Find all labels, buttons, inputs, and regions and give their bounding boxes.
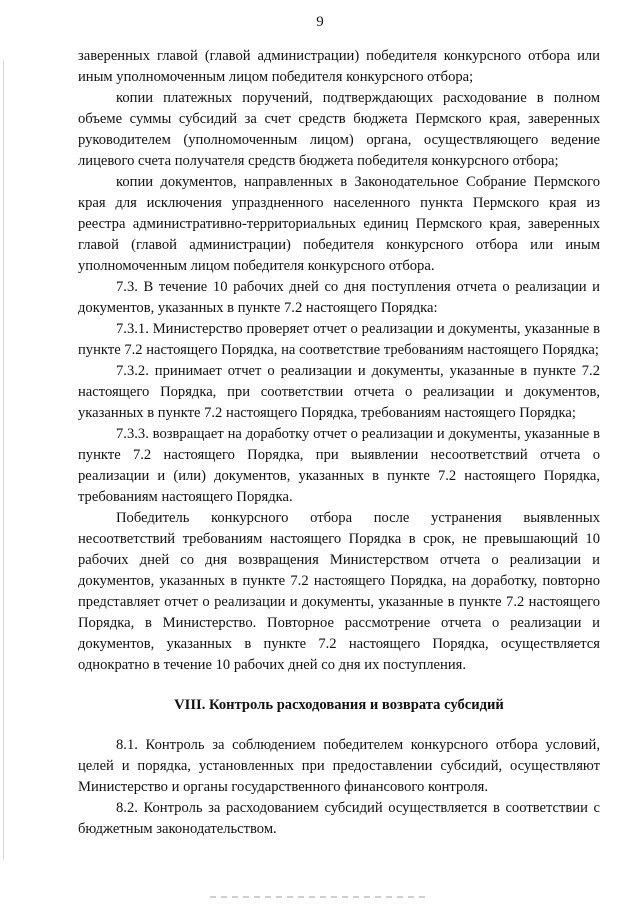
paragraph-7-3: 7.3. В течение 10 рабочих дней со дня поступления отчета о реализации и документов, указанных в пункте 7.2 настоящего Порядка: — [78, 279, 600, 316]
paragraph-8-2: 8.2. Контроль за расходованием субсидий осуществляется в соответствии с бюджетным законодательством. — [78, 800, 600, 837]
document-body — [78, 46, 600, 840]
paragraph-7-3-3: 7.3.3. возвращает на доработку отчет о реализации и документы, указанные в пункте 7.2 настоящего Порядка, при выявлении несоответствий отчета о реализации и (или) документов, указанных в пункте 7.2 настоящего Порядка, требованиям настоящего Порядка. — [78, 426, 600, 505]
page-number: 9 — [316, 14, 324, 30]
paragraph-continuation: заверенных главой (главой администрации) победителя конкурсного отбора или иным уполномоченным лицом победителя конкурсного отбора; — [78, 48, 600, 85]
paragraph-document-copies: копии документов, направленных в Законодательное Собрание Пермского края для исключения упраздненного населенного пункта Пермского края из реестра административно-территориальных единиц Пермского края, заверенных главой (главой администрации) победителя конкурсного отбора или иным уполномоченным лицом победителя конкурсного отбора. — [78, 174, 600, 274]
paragraph-7-3-2: 7.3.2. принимает отчет о реализации и документы, указанные в пункте 7.2 настоящего Порядка, при соответствии отчета о реализации и документов, указанных в пункте 7.2 настоящего Порядка, требованиям настоящего Порядка; — [78, 363, 600, 421]
section-heading: VIII. Контроль расходования и возврата субсидий — [174, 697, 504, 713]
paragraph-payment-orders: копии платежных поручений, подтверждающих расходование в полном объеме суммы субсидий за счет средств бюджета Пермского края, заверенных руководителем (уполномоченным лицом) органа, осуществляющего ведение лицевого счета получателя средств бюджета победителя конкурсного отбора; — [78, 90, 600, 169]
paragraph-resubmission: Победитель конкурсного отбора после устранения выявленных несоответствий требованиям настоящего Порядка в срок, не превышающий 10 рабочих дней со дня возвращения Министерством отчета о реализации и документов, указанных в пункте 7.2 настоящего Порядка, на доработку, повторно представляет отчет о реализации и документы, указанные в пункте 7.2 настоящего Порядка, в Министерство. Повторное рассмотрение отчета о реализации и документов, указанных в пункте 7.2 настоящего Порядка, осуществляется однократно в течение 10 рабочих дней со дня их поступления. — [78, 510, 600, 673]
paragraph-7-3-1: 7.3.1. Министерство проверяет отчет о реализации и документы, указанные в пункте 7.2 настоящего Порядка, на соответствие требованиям настоящего Порядка; — [78, 321, 600, 358]
paragraph-8-1: 8.1. Контроль за соблюдением победителем конкурсного отбора условий, целей и порядка, установленных при предоставлении субсидий, осуществляют Министерство и органы государственного финансового контроля. — [78, 737, 600, 795]
scan-artifact — [210, 896, 430, 898]
scan-edge-line — [3, 60, 4, 860]
